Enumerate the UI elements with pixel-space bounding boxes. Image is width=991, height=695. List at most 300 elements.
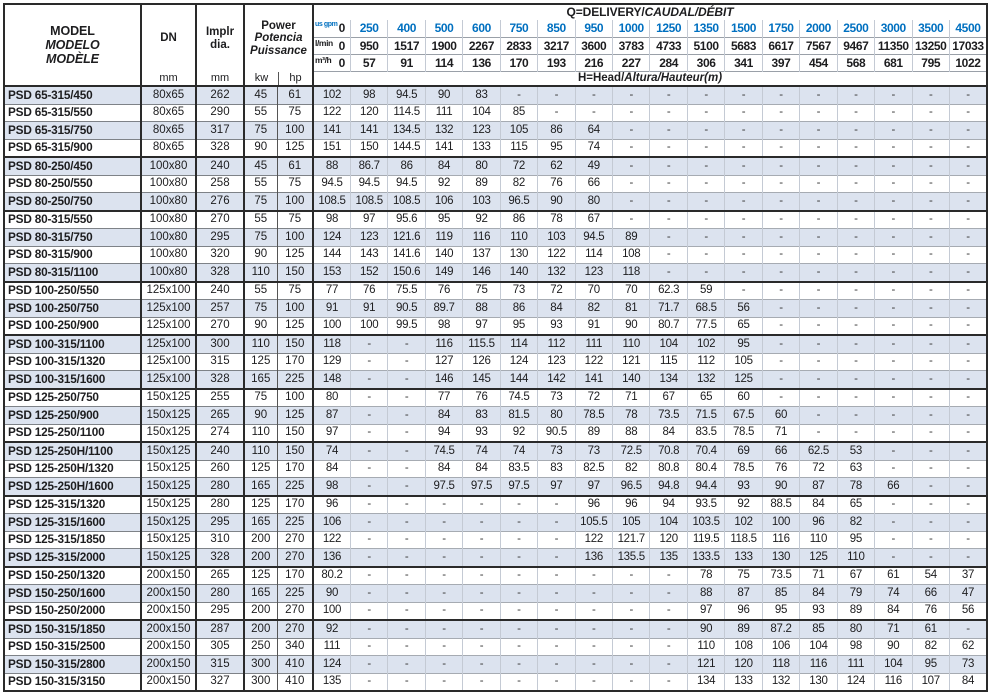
head-value: 120: [725, 656, 762, 674]
head-value: 123: [463, 122, 500, 140]
head-value: -: [949, 193, 987, 211]
head-value: 80.7: [650, 317, 687, 335]
model-name: PSD 100-250/900: [4, 317, 141, 335]
head-value: -: [500, 86, 537, 104]
head-value: 98: [425, 317, 462, 335]
head-value: -: [350, 638, 387, 656]
head-value: -: [538, 602, 575, 620]
head-value: 89: [575, 424, 612, 442]
model-name: PSD 125-315/1850: [4, 531, 141, 549]
head-value: 110: [687, 638, 724, 656]
model-name: PSD 125-315/1320: [4, 496, 141, 514]
power-hp-value: 170: [277, 353, 313, 371]
head-value: 96: [313, 496, 350, 514]
pump-row: [4, 122, 987, 140]
dn-value: 150x125: [141, 478, 196, 496]
head-value: 71.7: [650, 300, 687, 318]
head-value: -: [949, 175, 987, 193]
pump-row: [4, 353, 987, 371]
head-value: -: [949, 246, 987, 264]
head-value: 140: [425, 246, 462, 264]
flow-value-gpm: 600: [463, 20, 500, 37]
power-unit-kw: kw: [245, 72, 279, 85]
delivery-title-prefix: Q=DELIVERY/: [566, 5, 645, 19]
power-kw-value: 55: [244, 104, 277, 122]
dn-value: 200x150: [141, 602, 196, 620]
head-value: 87: [725, 585, 762, 603]
head-value: -: [538, 620, 575, 638]
head-value: 79: [837, 585, 874, 603]
power-kw-value: 90: [244, 246, 277, 264]
impeller-dia-value: 328: [196, 371, 244, 389]
model-name: PSD 100-250/750: [4, 300, 141, 318]
flow-value-gpm: 750: [500, 20, 537, 37]
head-value: -: [575, 567, 612, 585]
head-value: 77: [313, 282, 350, 300]
impeller-dia-value: 315: [196, 656, 244, 674]
head-value: -: [949, 317, 987, 335]
head-value: 67.5: [725, 407, 762, 425]
head-value: -: [912, 211, 949, 229]
impeller-dia-value: 274: [196, 424, 244, 442]
power-kw-value: 110: [244, 442, 277, 460]
pump-row: [4, 478, 987, 496]
head-value: 132: [762, 673, 799, 691]
head-value: 108: [725, 638, 762, 656]
head-value: 72: [538, 282, 575, 300]
dn-column-header: [141, 4, 196, 86]
head-value: -: [500, 602, 537, 620]
head-value: 85: [762, 585, 799, 603]
head-value: 98: [313, 478, 350, 496]
head-value: 94.5: [388, 175, 425, 193]
power-kw-value: 125: [244, 567, 277, 585]
head-value: -: [875, 549, 912, 567]
impeller-dia-value: 240: [196, 157, 244, 175]
head-value: -: [875, 211, 912, 229]
flow-zero-value: 0: [338, 55, 345, 70]
head-value: 120: [650, 531, 687, 549]
head-value: -: [800, 246, 837, 264]
head-value: -: [650, 246, 687, 264]
head-value: 95: [538, 139, 575, 157]
head-value: -: [687, 229, 724, 247]
head-value: -: [425, 673, 462, 691]
head-value: 90: [687, 620, 724, 638]
head-value: -: [538, 549, 575, 567]
head-value: -: [837, 86, 874, 104]
power-hp-value: 100: [277, 389, 313, 407]
head-value: -: [500, 514, 537, 532]
head-value: 121: [613, 353, 650, 371]
head-value: 111: [425, 104, 462, 122]
head-value: 95: [837, 531, 874, 549]
power-kw-value: 90: [244, 317, 277, 335]
head-value: -: [425, 496, 462, 514]
flow-value-lmin: 9467: [837, 37, 874, 54]
head-value: -: [762, 122, 799, 140]
head-value: 70.4: [687, 442, 724, 460]
head-value: 97: [463, 317, 500, 335]
dn-value: 80x65: [141, 139, 196, 157]
head-value: 97: [687, 602, 724, 620]
power-hp-value: 270: [277, 602, 313, 620]
head-value: 104: [800, 638, 837, 656]
head-value: 74.5: [425, 442, 462, 460]
head-value: 107: [912, 673, 949, 691]
flow-unit-m3h: [313, 54, 350, 71]
impeller-dia-value: 257: [196, 300, 244, 318]
head-value: 104: [463, 104, 500, 122]
power-hp-value: 100: [277, 193, 313, 211]
head-value: 123: [538, 353, 575, 371]
head-value: 103: [463, 193, 500, 211]
head-value: 132: [425, 122, 462, 140]
head-value: -: [425, 567, 462, 585]
flow-value-lmin: 17033: [949, 37, 987, 54]
head-value: 82: [613, 460, 650, 478]
head-value: -: [613, 656, 650, 674]
head-value: 54: [912, 567, 949, 585]
head-value: -: [875, 389, 912, 407]
dn-value: 200x150: [141, 585, 196, 603]
head-value: 82: [500, 175, 537, 193]
flow-value-m3h: 193: [538, 54, 575, 71]
flow-value-gpm: 1500: [725, 20, 762, 37]
head-value: -: [500, 673, 537, 691]
head-value: 96: [575, 496, 612, 514]
head-value: -: [575, 638, 612, 656]
head-value: 90: [425, 86, 462, 104]
pump-row: [4, 656, 987, 674]
head-value: 74: [500, 442, 537, 460]
head-value: 118.5: [725, 531, 762, 549]
head-value: -: [463, 585, 500, 603]
power-hp-value: 170: [277, 567, 313, 585]
head-value: -: [388, 531, 425, 549]
head-value: 123: [350, 229, 387, 247]
head-value: 65: [687, 389, 724, 407]
head-value: -: [837, 371, 874, 389]
head-value: 144.5: [388, 139, 425, 157]
head-value: 141.6: [388, 246, 425, 264]
head-value: -: [949, 157, 987, 175]
head-value: 110: [613, 335, 650, 353]
flow-value-gpm: 850: [538, 20, 575, 37]
power-hp-value: 100: [277, 229, 313, 247]
flow-value-gpm: 1750: [762, 20, 799, 37]
model-name: PSD 80-250/450: [4, 157, 141, 175]
head-value: -: [388, 371, 425, 389]
head-value: -: [762, 264, 799, 282]
model-name: PSD 100-250/550: [4, 282, 141, 300]
head-value: 124: [313, 656, 350, 674]
head-value: 76: [463, 389, 500, 407]
flow-zero-value: 0: [338, 38, 345, 53]
head-value: -: [949, 460, 987, 478]
head-value: 73: [949, 656, 987, 674]
power-kw-value: 55: [244, 175, 277, 193]
head-value: 86: [500, 211, 537, 229]
dn-value: 100x80: [141, 264, 196, 282]
flow-value-lmin: 1900: [425, 37, 462, 54]
head-value: -: [762, 211, 799, 229]
power-hp-value: 225: [277, 478, 313, 496]
head-value: 86: [388, 157, 425, 175]
power-hp-value: 61: [277, 157, 313, 175]
head-value: -: [725, 282, 762, 300]
flow-value-lmin: 13250: [912, 37, 949, 54]
head-value: 82: [575, 300, 612, 318]
dn-value: 150x125: [141, 549, 196, 567]
pump-row: [4, 673, 987, 691]
head-value: 116: [762, 531, 799, 549]
head-value: -: [949, 424, 987, 442]
dn-value: 80x65: [141, 104, 196, 122]
head-value: -: [613, 193, 650, 211]
head-value: 65: [725, 317, 762, 335]
head-value: -: [538, 656, 575, 674]
dn-value: 125x100: [141, 317, 196, 335]
head-value: -: [650, 638, 687, 656]
head-value: -: [350, 585, 387, 603]
head-value: -: [912, 460, 949, 478]
head-value: -: [575, 656, 612, 674]
head-value: 88.5: [762, 496, 799, 514]
head-value: 100: [313, 602, 350, 620]
power-kw-value: 110: [244, 424, 277, 442]
head-value: 96: [613, 496, 650, 514]
head-value: -: [912, 424, 949, 442]
head-value: 100: [762, 514, 799, 532]
power-hp-value: 410: [277, 656, 313, 674]
dn-value: 150x125: [141, 514, 196, 532]
model-name: PSD 100-315/1100: [4, 335, 141, 353]
head-value: 151: [313, 139, 350, 157]
head-value: 92: [463, 211, 500, 229]
head-value: 85: [800, 620, 837, 638]
dn-label: DN: [160, 32, 177, 45]
power-hp-value: 150: [277, 424, 313, 442]
impeller-dia-value: 300: [196, 335, 244, 353]
head-value: -: [463, 549, 500, 567]
flow-unit-label-lmin: l/min: [315, 37, 333, 48]
head-value: 77.5: [687, 317, 724, 335]
pump-row: [4, 514, 987, 532]
head-value: 72: [575, 389, 612, 407]
head-value: 115: [500, 139, 537, 157]
head-value: -: [875, 282, 912, 300]
head-value: 72.5: [613, 442, 650, 460]
head-value: 89.7: [425, 300, 462, 318]
head-value: 87: [313, 407, 350, 425]
dn-value: 200x150: [141, 656, 196, 674]
head-value: 97.5: [500, 478, 537, 496]
head-value: -: [687, 211, 724, 229]
head-value: -: [912, 353, 949, 371]
head-value: 94: [650, 496, 687, 514]
dn-value: 200x150: [141, 620, 196, 638]
head-value: 97: [350, 211, 387, 229]
head-value: 95.6: [388, 211, 425, 229]
pump-row: [4, 157, 987, 175]
head-value: -: [949, 496, 987, 514]
head-value: -: [463, 620, 500, 638]
head-value: 73: [538, 442, 575, 460]
head-value: -: [425, 620, 462, 638]
head-value: 71: [613, 389, 650, 407]
head-value: -: [912, 531, 949, 549]
head-value: 90: [762, 478, 799, 496]
head-value: -: [725, 229, 762, 247]
head-value: -: [350, 424, 387, 442]
head-value: 71.5: [687, 407, 724, 425]
pump-row: [4, 246, 987, 264]
head-value: -: [912, 282, 949, 300]
head-value: 95: [425, 211, 462, 229]
head-value: -: [875, 371, 912, 389]
head-value: 88: [313, 157, 350, 175]
pump-row: [4, 424, 987, 442]
power-label-fr: Puissance: [250, 44, 307, 57]
impeller-unit: mm: [210, 72, 230, 84]
flow-value-lmin: 6617: [762, 37, 799, 54]
head-value: 97: [575, 478, 612, 496]
head-value: 104: [650, 514, 687, 532]
head-value: -: [687, 86, 724, 104]
head-value: 102: [687, 335, 724, 353]
head-value: 90: [538, 193, 575, 211]
head-value: -: [425, 549, 462, 567]
head-value: -: [912, 514, 949, 532]
head-value: -: [538, 531, 575, 549]
impeller-dia-column-header: [196, 4, 244, 86]
head-value: -: [425, 656, 462, 674]
pump-row: [4, 86, 987, 104]
head-value: 76: [350, 282, 387, 300]
flow-value-m3h: 568: [837, 54, 874, 71]
head-value: 121: [687, 656, 724, 674]
model-name: PSD 100-315/1320: [4, 353, 141, 371]
head-value: -: [575, 585, 612, 603]
head-value: 132: [687, 371, 724, 389]
power-kw-value: 75: [244, 300, 277, 318]
head-value: 91: [313, 300, 350, 318]
head-value: -: [837, 282, 874, 300]
head-value: -: [538, 104, 575, 122]
head-value: -: [875, 139, 912, 157]
dn-value: 80x65: [141, 86, 196, 104]
head-value: 95: [725, 335, 762, 353]
head-value: 134: [687, 673, 724, 691]
head-value: -: [538, 86, 575, 104]
head-value: -: [350, 531, 387, 549]
head-value: 95: [762, 602, 799, 620]
head-value: -: [837, 264, 874, 282]
head-value: 89: [725, 620, 762, 638]
head-value: 141: [575, 371, 612, 389]
head-value: 146: [463, 264, 500, 282]
flow-value-gpm: 4500: [949, 20, 987, 37]
head-value: 59: [687, 282, 724, 300]
head-value: -: [350, 602, 387, 620]
head-value: 73: [575, 442, 612, 460]
head-value: -: [650, 229, 687, 247]
flow-value-gpm: 250: [350, 20, 387, 37]
head-value: 83.5: [500, 460, 537, 478]
head-value: 60: [725, 389, 762, 407]
head-value: -: [912, 335, 949, 353]
dn-value: 150x125: [141, 531, 196, 549]
head-value: 115.5: [463, 335, 500, 353]
head-value: -: [613, 86, 650, 104]
head-value: -: [350, 371, 387, 389]
power-kw-value: 300: [244, 673, 277, 691]
flow-value-lmin: 5683: [725, 37, 762, 54]
head-value: -: [388, 620, 425, 638]
head-value: -: [687, 122, 724, 140]
head-value: 78.5: [575, 407, 612, 425]
power-hp-value: 225: [277, 371, 313, 389]
head-value: -: [500, 496, 537, 514]
head-value: -: [875, 424, 912, 442]
head-value: -: [875, 86, 912, 104]
head-value: 124: [837, 673, 874, 691]
impeller-dia-value: 295: [196, 229, 244, 247]
head-value: -: [875, 300, 912, 318]
head-value: 68.5: [687, 300, 724, 318]
head-value: 144: [500, 371, 537, 389]
head-value: 120: [350, 104, 387, 122]
head-value: 72: [500, 157, 537, 175]
head-value: -: [912, 229, 949, 247]
head-value: 80.8: [650, 460, 687, 478]
head-value: -: [388, 602, 425, 620]
pump-row: [4, 496, 987, 514]
head-value: 74: [313, 442, 350, 460]
head-value: 96.5: [500, 193, 537, 211]
flow-value-gpm: 2000: [800, 20, 837, 37]
head-value: -: [762, 104, 799, 122]
pump-row: [4, 549, 987, 567]
head-value: 69: [725, 442, 762, 460]
head-value: -: [613, 175, 650, 193]
head-value: -: [500, 567, 537, 585]
head-value: 80: [313, 389, 350, 407]
head-value: 71: [800, 567, 837, 585]
delivery-title: [313, 4, 987, 20]
head-value: 153: [313, 264, 350, 282]
head-value: -: [687, 104, 724, 122]
head-value: 78.5: [725, 424, 762, 442]
model-name: PSD 80-250/750: [4, 193, 141, 211]
head-value: 129: [313, 353, 350, 371]
head-value: 84: [875, 602, 912, 620]
head-value: -: [875, 122, 912, 140]
pump-row: [4, 193, 987, 211]
head-value: -: [613, 602, 650, 620]
head-value: 84: [949, 673, 987, 691]
model-name: PSD 125-250H/1600: [4, 478, 141, 496]
power-hp-value: 100: [277, 122, 313, 140]
head-value: -: [912, 193, 949, 211]
head-value: -: [388, 460, 425, 478]
head-value: 105: [500, 122, 537, 140]
head-value: -: [500, 638, 537, 656]
head-value: 143: [350, 246, 387, 264]
head-value: 86: [500, 300, 537, 318]
head-value: 90: [613, 317, 650, 335]
